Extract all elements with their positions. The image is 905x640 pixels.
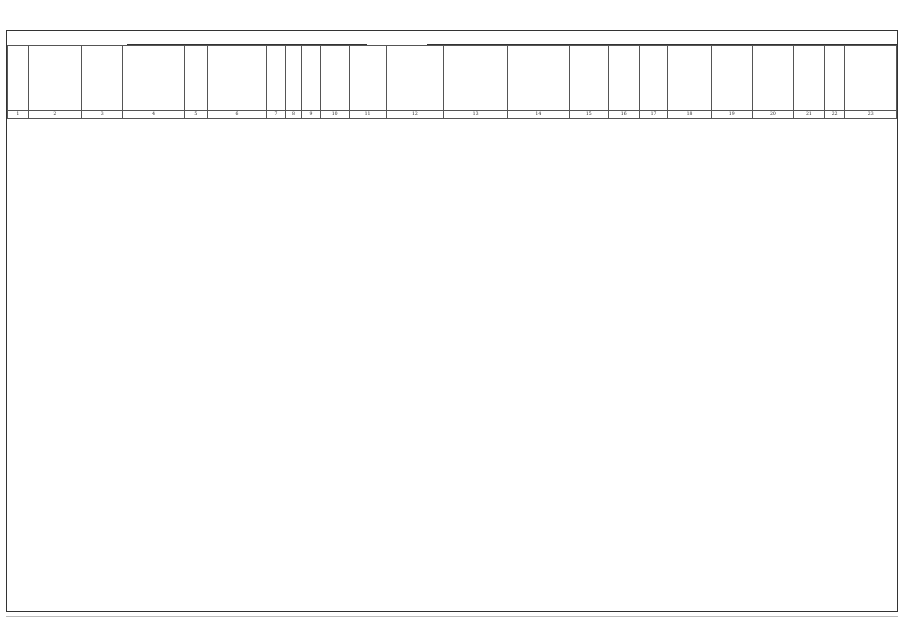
column-header (184, 46, 207, 111)
column-number: 7 (267, 111, 286, 119)
column-number: 12 (386, 111, 444, 119)
table-number-row (8, 111, 897, 119)
column-number: 19 (711, 111, 752, 119)
column-number: 4 (123, 111, 185, 119)
column-header (608, 46, 639, 111)
column-number: 3 (82, 111, 123, 119)
column-header (207, 46, 267, 111)
column-header (267, 46, 286, 111)
column-number: 15 (569, 111, 608, 119)
column-number: 10 (320, 111, 349, 119)
page-bottom-rule (6, 616, 898, 617)
document-sheet (6, 30, 898, 612)
column-header (444, 46, 508, 111)
column-number: 17 (639, 111, 668, 119)
column-number: 13 (444, 111, 508, 119)
column-header (302, 46, 321, 111)
column-number: 1 (8, 111, 29, 119)
column-header (82, 46, 123, 111)
column-header (639, 46, 668, 111)
column-number: 5 (184, 111, 207, 119)
column-number: 2 (28, 111, 82, 119)
table-header-row (8, 46, 897, 111)
column-number: 20 (752, 111, 793, 119)
column-header (668, 46, 711, 111)
column-number: 18 (668, 111, 711, 119)
column-header (285, 46, 301, 111)
column-number: 21 (793, 111, 824, 119)
column-number: 9 (302, 111, 321, 119)
housing-table (7, 45, 897, 119)
column-header (349, 46, 386, 111)
column-number: 16 (608, 111, 639, 119)
column-number: 23 (845, 111, 897, 119)
column-header (123, 46, 185, 111)
column-number: 11 (349, 111, 386, 119)
column-header (845, 46, 897, 111)
column-header (569, 46, 608, 111)
works-group-header (427, 31, 897, 45)
column-header (752, 46, 793, 111)
column-header (824, 46, 845, 111)
address-group-header (127, 31, 367, 45)
column-header (507, 46, 569, 111)
column-header (711, 46, 752, 111)
column-header (320, 46, 349, 111)
column-number: 22 (824, 111, 845, 119)
column-number: 6 (207, 111, 267, 119)
column-header (8, 46, 29, 111)
column-number: 14 (507, 111, 569, 119)
column-number: 8 (285, 111, 301, 119)
column-header (793, 46, 824, 111)
column-header (28, 46, 82, 111)
column-header (386, 46, 444, 111)
